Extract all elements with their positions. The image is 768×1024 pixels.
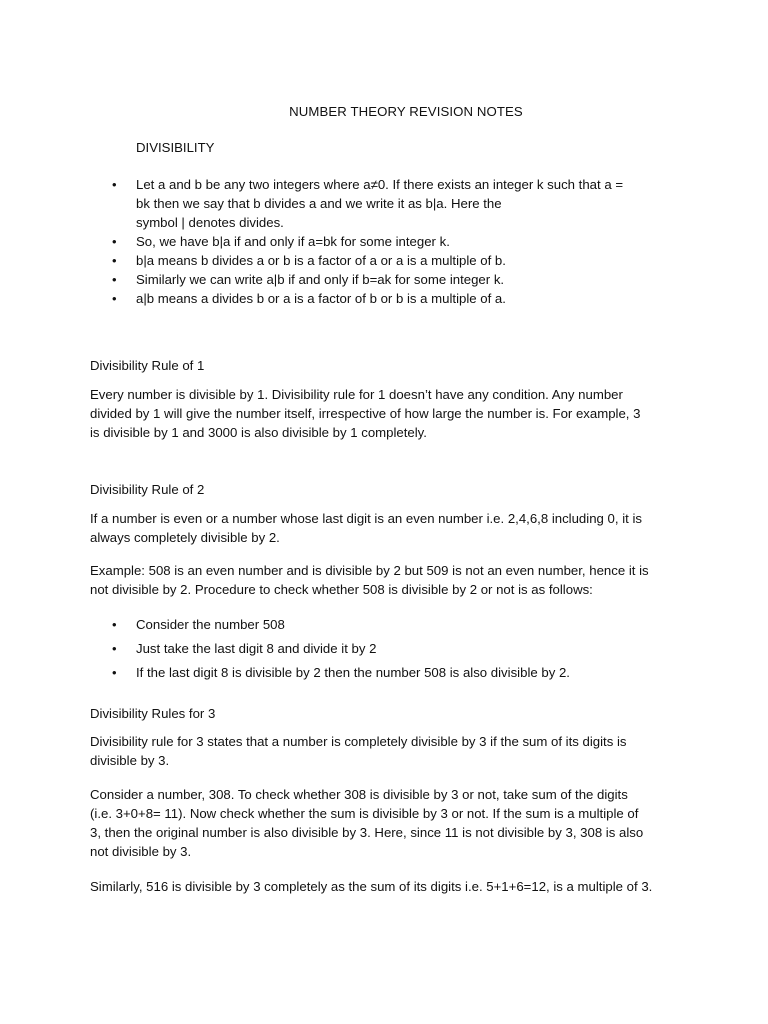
paragraph-line: is divisible by 1 and 3000 is also divisible by 1 completely.	[90, 425, 427, 440]
definition-text: Similarly we can write a|b if and only if b=ak for some integer k.	[136, 272, 505, 287]
step-text: If the last digit 8 is divisible by 2 then the number 508 is also divisible by 2.	[136, 665, 570, 680]
paragraph-line: divided by 1 will give the number itself, irrespective of how large the number is. For example, 3	[90, 406, 641, 421]
rule3-paragraph-1	[90, 732, 686, 770]
paragraph-line: Similarly, 516 is divisible by 3 completely as the sum of its digits i.e. 5+1+6=12, is a multiple of 3.	[90, 879, 653, 894]
paragraph-line: (i.e. 3+0+8= 11). Now check whether the sum is divisible by 3 or not. If the sum is a multiple of	[90, 806, 639, 821]
bullet-icon: •	[112, 665, 117, 680]
paragraph-line: always completely divisible by 2.	[90, 530, 280, 545]
rule2-paragraph-1	[90, 509, 686, 547]
bullet-icon: •	[112, 291, 117, 306]
paragraph-line: Example: 508 is an even number and is divisible by 2 but 509 is not an even number, hence it is	[90, 563, 649, 578]
paragraph-line: Every number is divisible by 1. Divisibility rule for 1 doesn’t have any condition. Any number	[90, 387, 623, 402]
rule1-paragraph	[90, 385, 686, 442]
paragraph-line: If a number is even or a number whose last digit is an even number i.e. 2,4,6,8 including 0, it is	[90, 511, 642, 526]
definition-text: b|a means b divides a or b is a factor of a or a is a multiple of b.	[136, 253, 506, 268]
rule1-heading: Divisibility Rule of 1	[90, 358, 205, 373]
definition-text: bk then we say that b divides a and we write it as b|a. Here the	[136, 196, 502, 211]
definition-text: symbol | denotes divides.	[136, 215, 284, 230]
paragraph-line: divisible by 3.	[90, 753, 170, 768]
paragraph-line: Divisibility rule for 3 states that a number is completely divisible by 3 if the sum of its digits is	[90, 734, 627, 749]
document-title: NUMBER THEORY REVISION NOTES	[289, 104, 523, 119]
rule2-paragraph-2	[90, 561, 686, 599]
step-text: Consider the number 508	[136, 617, 285, 632]
paragraph-line: 3, then the original number is also divisible by 3. Here, since 11 is not divisible by 3, 308 is also	[90, 825, 644, 840]
bullet-icon: •	[112, 234, 117, 249]
list-item	[90, 639, 690, 663]
rule3-heading: Divisibility Rules for 3	[90, 706, 216, 721]
step-text: Just take the last digit 8 and divide it by 2	[136, 641, 377, 656]
rule2-steps-list	[90, 615, 690, 687]
list-item	[90, 289, 650, 308]
definition-text: Let a and b be any two integers where a≠0. If there exists an integer k such that a =	[136, 177, 624, 192]
bullet-icon: •	[112, 641, 117, 656]
list-item	[90, 615, 690, 639]
definition-list	[90, 175, 650, 308]
paragraph-line: not divisible by 2. Procedure to check whether 508 is divisible by 2 or not is as follows:	[90, 582, 593, 597]
list-item	[90, 175, 650, 232]
list-item	[90, 251, 650, 270]
definition-text: a|b means a divides b or a is a factor of b or b is a multiple of a.	[136, 291, 506, 306]
paragraph-line: Consider a number, 308. To check whether 308 is divisible by 3 or not, take sum of the digits	[90, 787, 628, 802]
list-item	[90, 232, 650, 251]
rule3-paragraph-3	[90, 877, 686, 896]
definition-text: So, we have b|a if and only if a=bk for some integer k.	[136, 234, 450, 249]
paragraph-line: not divisible by 3.	[90, 844, 192, 859]
rule2-heading: Divisibility Rule of 2	[90, 482, 205, 497]
bullet-icon: •	[112, 272, 117, 287]
bullet-icon: •	[112, 617, 117, 632]
section-heading-divisibility: DIVISIBILITY	[136, 140, 215, 155]
list-item	[90, 270, 650, 289]
bullet-icon: •	[112, 253, 117, 268]
rule3-paragraph-2	[90, 785, 686, 861]
bullet-icon: •	[112, 177, 117, 192]
list-item	[90, 663, 690, 687]
